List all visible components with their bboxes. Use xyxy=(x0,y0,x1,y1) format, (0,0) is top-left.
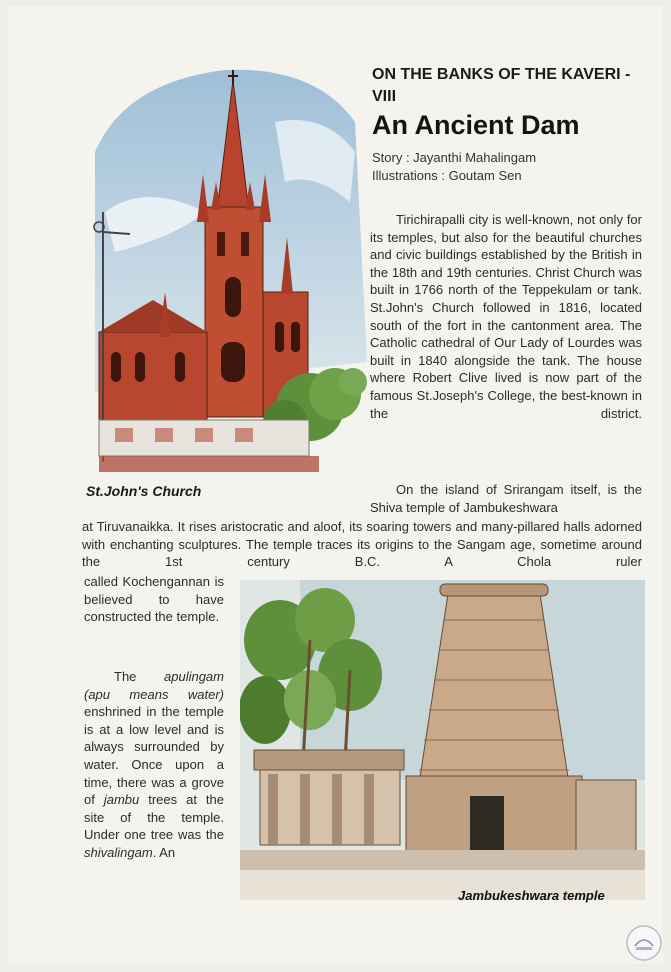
p4-text-d: . An xyxy=(152,844,176,860)
p4-italic-shivalingam: shivalingam xyxy=(84,844,153,860)
p4-text-a: The xyxy=(114,669,164,684)
publisher-logo-icon xyxy=(625,924,663,962)
paragraph-2-continuation: at Tiruvanaikka. It rises aristocratic and aloof, its soaring towers and many-pillared halls adorned with enchanting sculptures. The temple traces its origins to the Sangam age, sometime around the 1st century B.C. A Chola ruler xyxy=(82,519,642,570)
church-caption: St.John's Church xyxy=(86,483,202,499)
p4-text-c: trees at the site of the temple. Under one tree was the xyxy=(84,792,224,843)
article-paragraph-4 xyxy=(84,668,224,862)
page-title: An Ancient Dam xyxy=(372,110,580,140)
p4-italic-apulingam: apulingam (apu means water) xyxy=(84,669,224,702)
illustration-credit: Illustrations : Goutam Sen xyxy=(372,168,522,183)
article-paragraph-1: Tirichirapalli city is well-known, not only for its temples, but also for the beautiful churches and civic buildings established by the British in the 18th and 19th centuries. Christ Church was built in 1766 north of the Teppekulam or tank. St.John's Church followed in 1816, located south of the fort in the cantonment area. The Catholic cathedral of Our Lady of Lourdes was built in 1840 alongside the tank. The house where Robert Clive lived is now part of the famous St.Joseph's College, the best-known in the district. xyxy=(370,212,642,421)
paragraph-2-first-line: On the island of Srirangam itself, is the Shiva temple of Jambukeshwara xyxy=(370,482,642,515)
story-credit: Story : Jayanthi Mahalingam xyxy=(372,150,537,165)
series-title: ON THE BANKS OF THE KAVERI - VIII xyxy=(372,66,631,105)
church-illustration xyxy=(85,62,370,482)
p4-text-b: enshrined in the temple is at a low level and is always surrounded by water. Once upon a time, there was a grove of xyxy=(84,704,224,808)
article-paragraph-3: called Kochengannan is believed to have constructed the temple. xyxy=(84,574,224,625)
p4-italic-jambu: jambu xyxy=(103,792,140,808)
article-paragraph-2 xyxy=(82,481,642,569)
temple-illustration xyxy=(240,580,645,900)
temple-caption: Jambukeshwara temple xyxy=(458,888,605,903)
